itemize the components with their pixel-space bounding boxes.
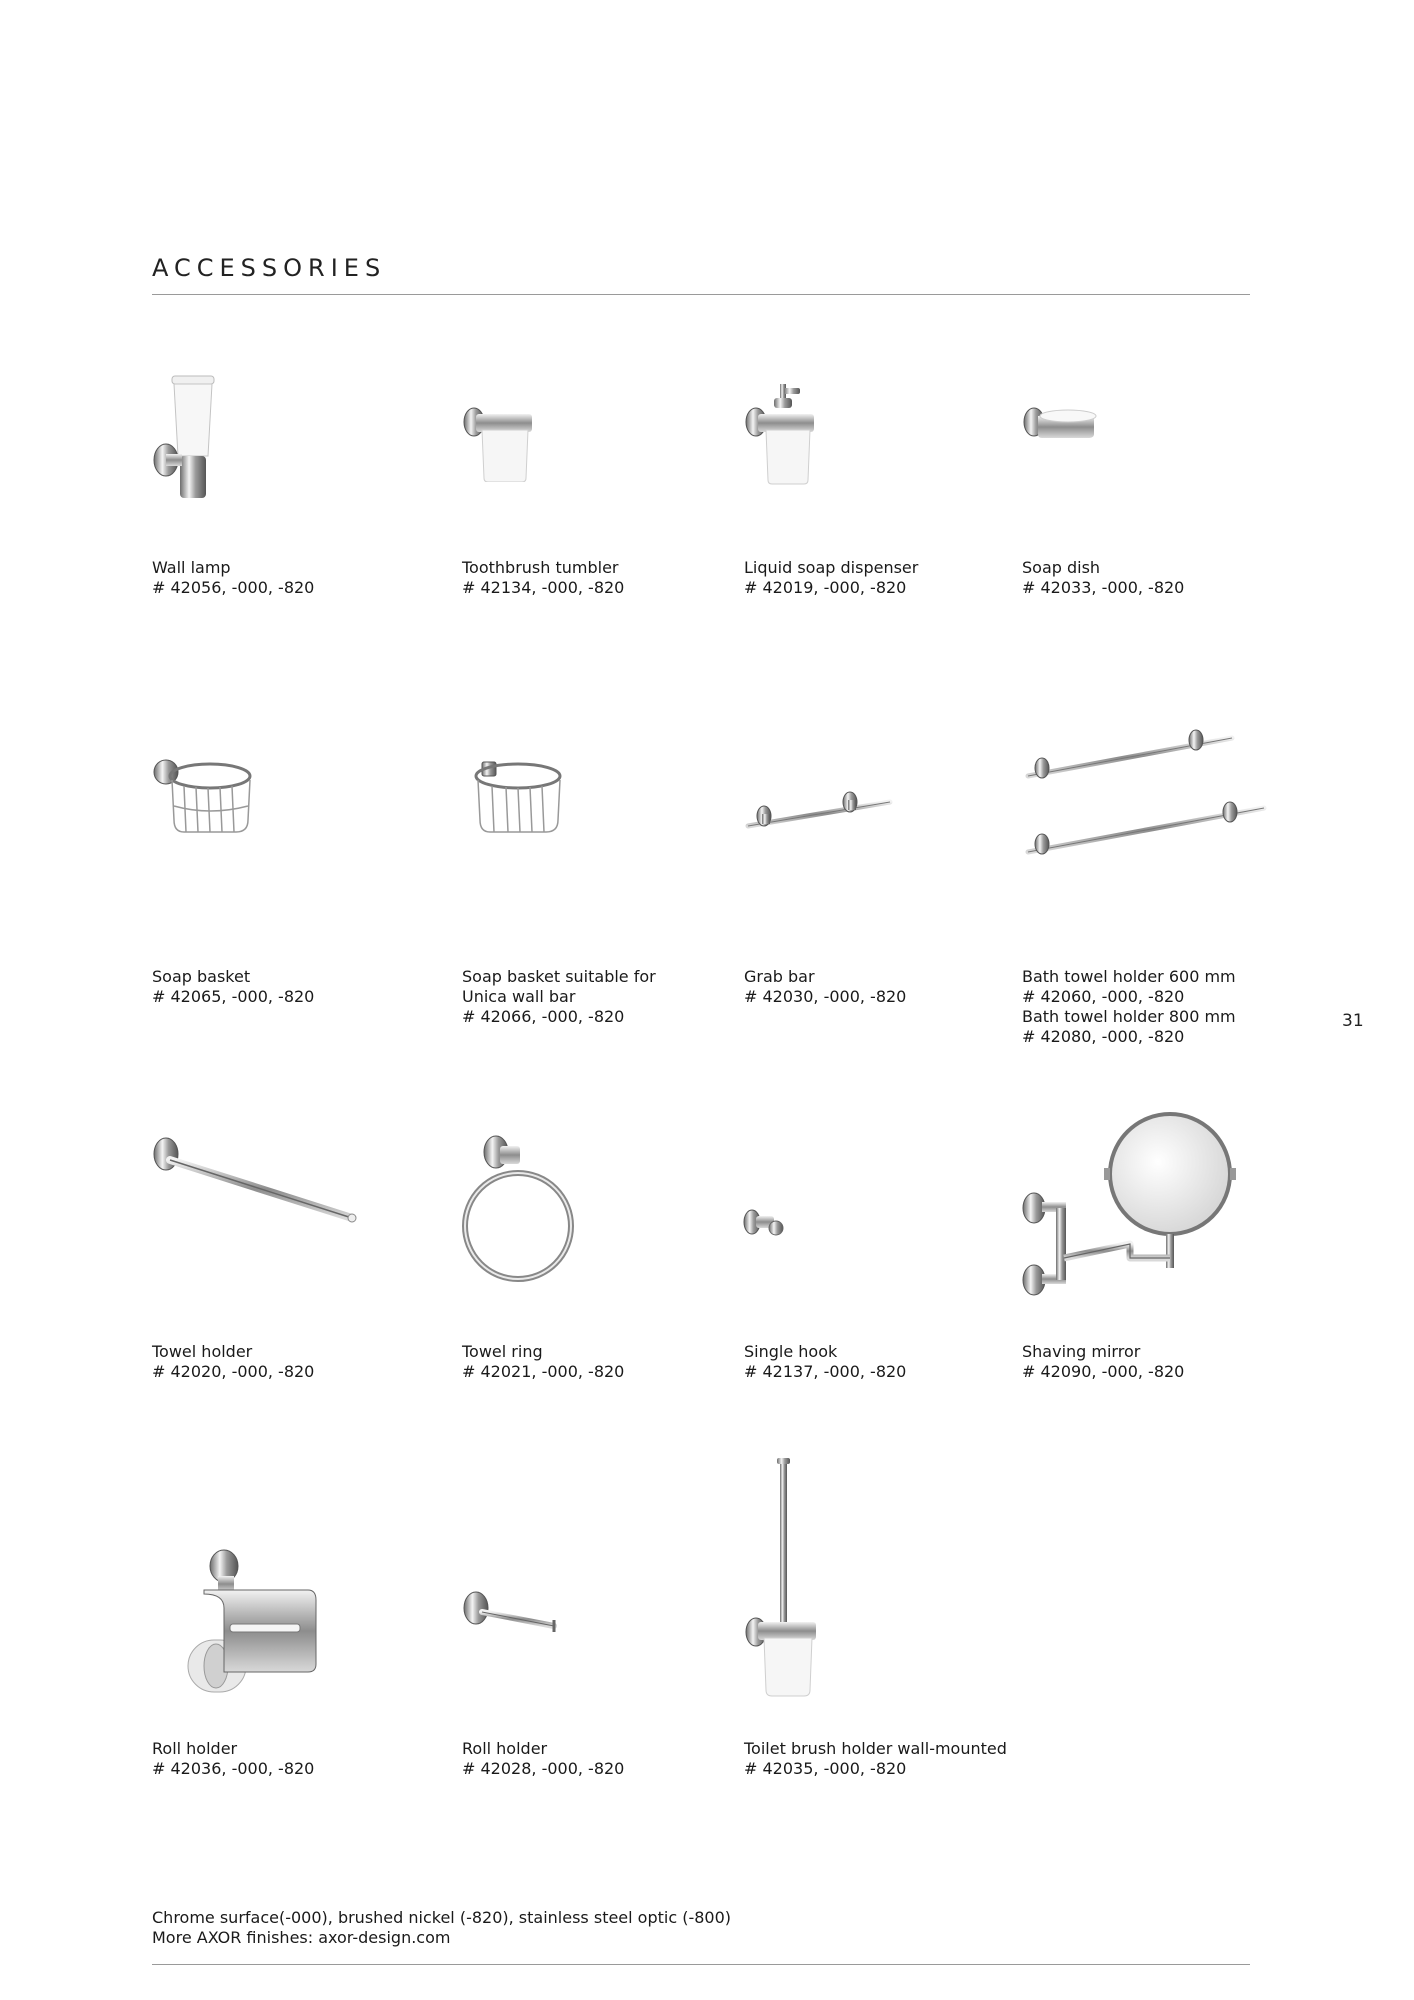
product-name: Soap dish bbox=[1022, 558, 1101, 577]
product-caption bbox=[152, 1739, 314, 1779]
product-code: # 42036, -000, -820 bbox=[152, 1759, 315, 1778]
product-caption bbox=[744, 967, 906, 1007]
product-caption bbox=[1022, 967, 1236, 1047]
product-caption bbox=[462, 1739, 624, 1779]
shaving-mirror-icon bbox=[1020, 1108, 1242, 1300]
product-caption bbox=[744, 1739, 1007, 1779]
towel-ring-icon bbox=[460, 1134, 576, 1296]
toilet-brush-holder-icon bbox=[744, 1458, 820, 1698]
product-code: # 42028, -000, -820 bbox=[462, 1759, 625, 1778]
product-code: # 42060, -000, -820 bbox=[1022, 987, 1185, 1006]
grab-bar-icon bbox=[744, 786, 894, 834]
product-caption bbox=[152, 967, 314, 1007]
page-number: 31 bbox=[1342, 1011, 1364, 1031]
footer-note bbox=[152, 1908, 731, 1948]
product-caption bbox=[462, 967, 656, 1027]
product-code: # 42033, -000, -820 bbox=[1022, 578, 1185, 597]
product-code: # 42066, -000, -820 bbox=[462, 1007, 625, 1026]
product-name: Towel holder bbox=[152, 1342, 253, 1361]
product-code: # 42030, -000, -820 bbox=[744, 987, 907, 1006]
product-code: # 42019, -000, -820 bbox=[744, 578, 907, 597]
product-code: # 42021, -000, -820 bbox=[462, 1362, 625, 1381]
product-caption bbox=[462, 1342, 624, 1382]
product-caption bbox=[152, 1342, 314, 1382]
roll-holder-icon bbox=[462, 1590, 562, 1634]
product-code: # 42134, -000, -820 bbox=[462, 578, 625, 597]
soap-basket-icon bbox=[150, 756, 254, 840]
soap-dispenser-icon bbox=[744, 382, 816, 486]
product-caption bbox=[152, 558, 314, 598]
product-name: Single hook bbox=[744, 1342, 838, 1361]
finish-link[interactable]: More AXOR finishes: axor-design.com bbox=[152, 1928, 451, 1947]
product-name: Roll holder bbox=[462, 1739, 548, 1758]
soap-basket-unica-icon bbox=[462, 756, 566, 840]
product-caption bbox=[462, 558, 624, 598]
product-code: # 42056, -000, -820 bbox=[152, 578, 315, 597]
product-name: Wall lamp bbox=[152, 558, 231, 577]
product-name: Towel ring bbox=[462, 1342, 543, 1361]
product-code: # 42137, -000, -820 bbox=[744, 1362, 907, 1381]
wall-lamp-icon bbox=[150, 374, 230, 502]
product-name: Unica wall bar bbox=[462, 987, 576, 1006]
single-hook-icon bbox=[742, 1208, 790, 1240]
toothbrush-tumbler-icon bbox=[462, 402, 534, 482]
product-name: Bath towel holder 800 mm bbox=[1022, 1007, 1236, 1026]
product-code: # 42035, -000, -820 bbox=[744, 1759, 907, 1778]
product-name: Soap basket suitable for bbox=[462, 967, 656, 986]
bath-towel-holder-icon bbox=[1024, 728, 1268, 860]
product-code: # 42065, -000, -820 bbox=[152, 987, 315, 1006]
product-name: Grab bar bbox=[744, 967, 815, 986]
page-title: ACCESSORIES bbox=[152, 254, 387, 282]
soap-dish-icon bbox=[1022, 402, 1098, 442]
product-caption bbox=[1022, 558, 1184, 598]
towel-holder-icon bbox=[150, 1134, 360, 1226]
product-name: Liquid soap dispenser bbox=[744, 558, 919, 577]
finish-note: Chrome surface(-000), brushed nickel (-820), stainless steel optic (-800) bbox=[152, 1908, 732, 1927]
product-name: Roll holder bbox=[152, 1739, 238, 1758]
footer-rule bbox=[152, 1964, 1250, 1965]
product-name: Toothbrush tumbler bbox=[462, 558, 619, 577]
product-caption bbox=[744, 558, 918, 598]
product-name: Toilet brush holder wall-mounted bbox=[744, 1739, 1007, 1758]
roll-holder-cover-icon bbox=[184, 1548, 318, 1696]
product-name: Bath towel holder 600 mm bbox=[1022, 967, 1236, 986]
product-code: # 42080, -000, -820 bbox=[1022, 1027, 1185, 1046]
product-code: # 42090, -000, -820 bbox=[1022, 1362, 1185, 1381]
product-code: # 42020, -000, -820 bbox=[152, 1362, 315, 1381]
header-rule bbox=[152, 294, 1250, 295]
product-caption bbox=[1022, 1342, 1184, 1382]
product-caption bbox=[744, 1342, 906, 1382]
product-name: Soap basket bbox=[152, 967, 251, 986]
product-name: Shaving mirror bbox=[1022, 1342, 1141, 1361]
